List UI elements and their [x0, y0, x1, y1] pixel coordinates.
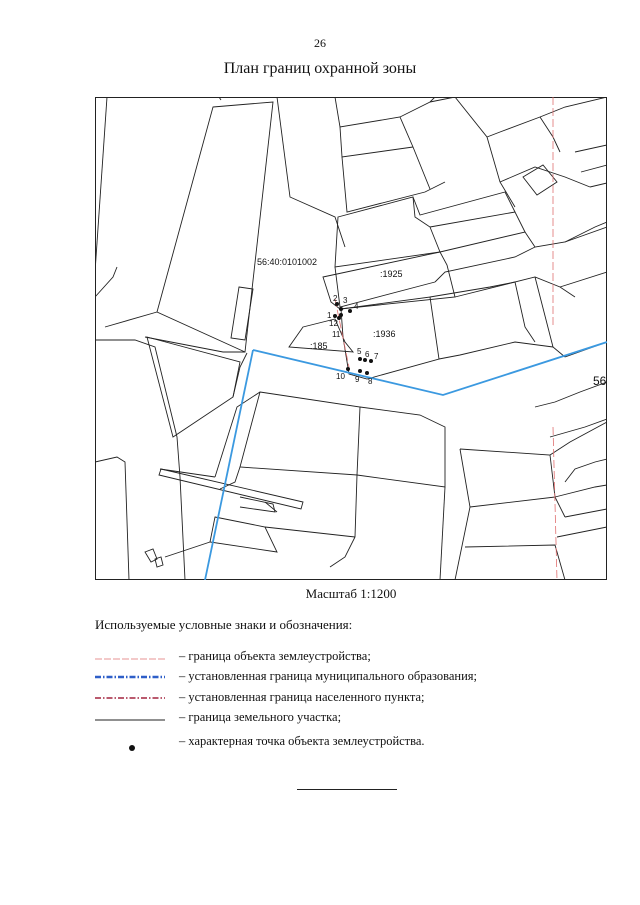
point-5 — [358, 357, 362, 361]
quarter-label: 56:40:0101002 — [257, 257, 318, 267]
edge-label: 56 — [593, 374, 607, 388]
legend-text: – установленная граница муниципального образования; — [179, 669, 478, 683]
point-label-11: 11 — [332, 330, 341, 339]
point-7 — [369, 359, 373, 363]
point-1 — [333, 314, 337, 318]
point-label-6: 6 — [365, 350, 370, 359]
point-label-10: 10 — [336, 372, 345, 381]
parcel-1925-label: :1925 — [380, 269, 403, 279]
object-boundary-symbol — [95, 648, 167, 666]
land-parcel-symbol — [95, 709, 167, 727]
point-10 — [346, 367, 350, 371]
point-12 — [339, 313, 343, 317]
parcel-185-label: :185 — [310, 341, 328, 351]
point-9 — [358, 369, 362, 373]
point-label-4: 4 — [354, 302, 359, 311]
page-number: 26 — [314, 36, 326, 50]
legend-text: – граница земельного участка; — [179, 710, 342, 724]
point-label-5: 5 — [357, 347, 362, 356]
legend-item-settlement-boundary — [95, 689, 615, 707]
point-label-2: 2 — [333, 294, 338, 303]
point-3 — [339, 307, 343, 311]
cadastral-map — [95, 97, 607, 580]
legend-title: Используемые условные знаки и обозначения: — [95, 617, 353, 632]
map-border — [96, 98, 607, 580]
point-4 — [348, 309, 352, 313]
point-label-1: 1 — [327, 311, 332, 320]
legend-text: – характерная точка объекта землеустройства. — [179, 734, 425, 748]
municipal-boundary-symbol — [95, 668, 167, 686]
settlement-boundary-symbol — [95, 689, 167, 707]
legend-item-municipal-boundary — [95, 668, 615, 686]
point-label-12: 12 — [329, 319, 338, 328]
legend-text: – установленная граница населенного пункта; — [179, 690, 425, 704]
point-label-3: 3 — [343, 296, 348, 305]
point-label-7: 7 — [374, 352, 379, 361]
point-label-9: 9 — [355, 375, 360, 384]
legend-text: – граница объекта землеустройства; — [179, 649, 371, 663]
map-scale: Масштаб 1:1200 — [305, 586, 397, 601]
signature-line — [297, 789, 397, 790]
characteristic-point-symbol — [95, 733, 167, 751]
legend-item-land-parcel — [95, 709, 615, 727]
legend-item-characteristic-point — [95, 733, 615, 751]
parcel-1936-label: :1936 — [373, 329, 396, 339]
point-label-8: 8 — [368, 377, 373, 386]
page-title: План границ охранной зоны — [223, 60, 417, 77]
legend-item-object-boundary — [95, 648, 615, 666]
point-8 — [365, 371, 369, 375]
